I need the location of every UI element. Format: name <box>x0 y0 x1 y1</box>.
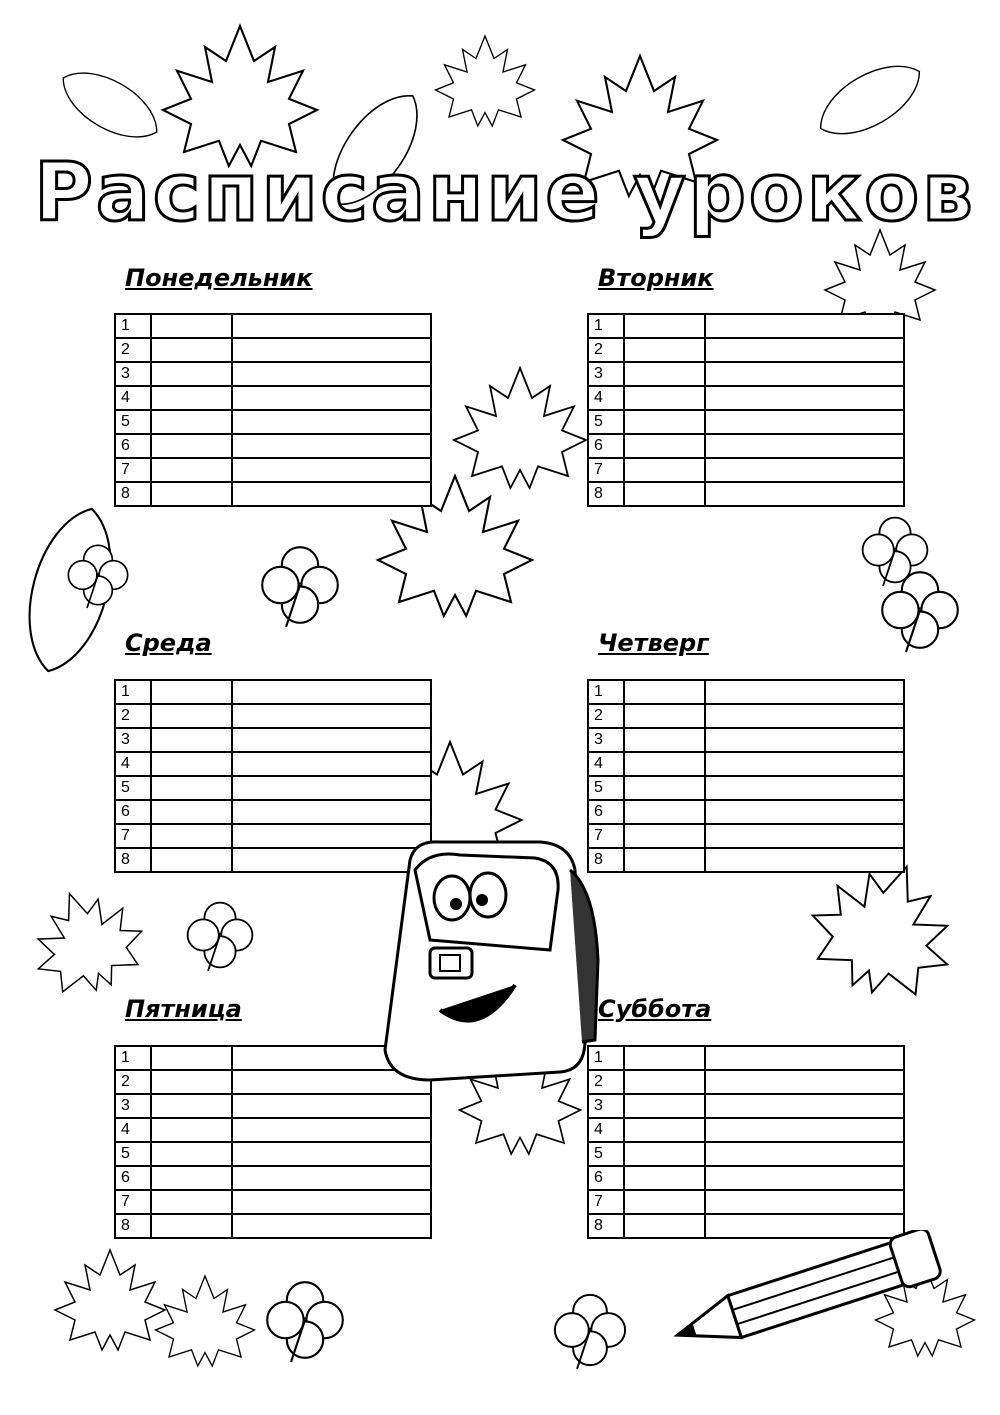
maple-leaf-icon <box>156 1276 255 1366</box>
lesson-number: 4 <box>588 386 624 410</box>
lesson-time-cell <box>624 752 705 776</box>
lesson-number: 7 <box>588 824 624 848</box>
maple-leaf-icon <box>454 368 586 488</box>
lesson-row <box>115 1214 431 1238</box>
lesson-time-cell <box>151 458 232 482</box>
lesson-subject-cell <box>705 482 904 506</box>
lesson-row <box>588 1046 904 1070</box>
lesson-subject-cell <box>705 1190 904 1214</box>
lesson-subject-cell <box>705 362 904 386</box>
lesson-number: 1 <box>588 1046 624 1070</box>
lesson-row <box>588 1190 904 1214</box>
lesson-subject-cell <box>705 1094 904 1118</box>
day-heading-tuesday: Вторник <box>598 264 714 292</box>
lesson-number: 4 <box>115 1118 151 1142</box>
lesson-time-cell <box>151 752 232 776</box>
lesson-subject-cell <box>232 1142 431 1166</box>
lesson-number: 5 <box>588 1142 624 1166</box>
schedule-table-monday <box>114 313 432 507</box>
lesson-number: 5 <box>588 410 624 434</box>
day-heading-saturday: Суббота <box>598 995 712 1023</box>
lesson-number: 1 <box>115 314 151 338</box>
lesson-time-cell <box>624 800 705 824</box>
lesson-time-cell <box>151 776 232 800</box>
lesson-time-cell <box>624 1046 705 1070</box>
lesson-time-cell <box>151 1166 232 1190</box>
lesson-time-cell <box>151 1142 232 1166</box>
lesson-row <box>115 1166 431 1190</box>
lesson-number: 6 <box>115 434 151 458</box>
lesson-subject-cell <box>232 704 431 728</box>
lesson-time-cell <box>624 314 705 338</box>
lesson-row <box>588 680 904 704</box>
lesson-time-cell <box>624 1094 705 1118</box>
day-heading-friday: Пятница <box>125 995 242 1023</box>
schedule-table-saturday <box>587 1045 905 1239</box>
lesson-number: 5 <box>115 776 151 800</box>
lesson-row <box>588 1070 904 1094</box>
lesson-number: 6 <box>588 800 624 824</box>
lesson-row <box>115 314 431 338</box>
lesson-time-cell <box>624 434 705 458</box>
lesson-subject-cell <box>705 1118 904 1142</box>
lesson-number: 2 <box>115 338 151 362</box>
lesson-subject-cell <box>232 314 431 338</box>
lesson-number: 8 <box>115 1214 151 1238</box>
lesson-subject-cell <box>705 1166 904 1190</box>
lesson-time-cell <box>624 704 705 728</box>
lesson-row <box>588 482 904 506</box>
lesson-time-cell <box>624 1070 705 1094</box>
lesson-number: 1 <box>115 1046 151 1070</box>
lesson-row <box>115 362 431 386</box>
lesson-subject-cell <box>232 482 431 506</box>
lesson-subject-cell <box>232 1190 431 1214</box>
maple-leaf-icon <box>163 26 317 166</box>
lesson-subject-cell <box>232 752 431 776</box>
clover-icon <box>882 572 958 652</box>
lesson-time-cell <box>624 338 705 362</box>
lesson-time-cell <box>151 1046 232 1070</box>
lesson-subject-cell <box>232 1214 431 1238</box>
lesson-number: 1 <box>115 680 151 704</box>
lesson-row <box>115 458 431 482</box>
lesson-time-cell <box>624 1166 705 1190</box>
lesson-row <box>115 338 431 362</box>
lesson-row <box>588 752 904 776</box>
lesson-subject-cell <box>705 752 904 776</box>
lesson-subject-cell <box>705 1046 904 1070</box>
lesson-time-cell <box>624 362 705 386</box>
lesson-number: 1 <box>588 680 624 704</box>
lesson-number: 6 <box>588 434 624 458</box>
lesson-subject-cell <box>705 728 904 752</box>
lesson-number: 4 <box>588 1118 624 1142</box>
lesson-subject-cell <box>232 434 431 458</box>
lesson-number: 8 <box>115 848 151 872</box>
lesson-row <box>588 824 904 848</box>
lesson-number: 8 <box>115 482 151 506</box>
lesson-number: 3 <box>115 1094 151 1118</box>
lesson-time-cell <box>151 704 232 728</box>
lesson-time-cell <box>151 1214 232 1238</box>
lesson-subject-cell <box>705 338 904 362</box>
lesson-row <box>588 362 904 386</box>
lesson-number: 7 <box>115 1190 151 1214</box>
lesson-time-cell <box>151 800 232 824</box>
lesson-time-cell <box>624 458 705 482</box>
lesson-row <box>588 1142 904 1166</box>
oval-leaf-icon <box>808 50 932 150</box>
lesson-row <box>588 458 904 482</box>
lesson-time-cell <box>151 338 232 362</box>
schedule-table-tuesday <box>587 313 905 507</box>
lesson-number: 8 <box>588 482 624 506</box>
lesson-row <box>115 386 431 410</box>
lesson-time-cell <box>624 482 705 506</box>
lesson-row <box>588 1166 904 1190</box>
lesson-number: 5 <box>115 1142 151 1166</box>
lesson-time-cell <box>151 1118 232 1142</box>
lesson-time-cell <box>151 824 232 848</box>
lesson-number: 4 <box>115 386 151 410</box>
lesson-subject-cell <box>705 704 904 728</box>
lesson-number: 2 <box>588 1070 624 1094</box>
lesson-subject-cell <box>232 680 431 704</box>
lesson-row <box>588 800 904 824</box>
lesson-time-cell <box>624 776 705 800</box>
lesson-row <box>115 728 431 752</box>
lesson-subject-cell <box>232 410 431 434</box>
day-heading-wednesday: Среда <box>125 629 212 657</box>
lesson-subject-cell <box>232 386 431 410</box>
lesson-subject-cell <box>705 824 904 848</box>
lesson-number: 7 <box>588 1190 624 1214</box>
lesson-time-cell <box>624 1142 705 1166</box>
lesson-row <box>115 482 431 506</box>
lesson-row <box>588 410 904 434</box>
lesson-row <box>588 1094 904 1118</box>
lesson-row <box>588 434 904 458</box>
lesson-time-cell <box>624 728 705 752</box>
lesson-time-cell <box>624 680 705 704</box>
backpack-icon <box>370 780 610 1100</box>
lesson-time-cell <box>151 1070 232 1094</box>
lesson-time-cell <box>151 434 232 458</box>
lesson-row <box>115 434 431 458</box>
clover-icon <box>267 1282 343 1362</box>
lesson-row <box>588 1118 904 1142</box>
clover-icon <box>188 903 253 971</box>
lesson-subject-cell <box>705 800 904 824</box>
lesson-time-cell <box>151 680 232 704</box>
oval-leaf-icon <box>51 58 168 153</box>
lesson-number: 6 <box>588 1166 624 1190</box>
lesson-number: 3 <box>115 362 151 386</box>
lesson-time-cell <box>151 1094 232 1118</box>
lesson-row <box>115 680 431 704</box>
lesson-time-cell <box>624 848 705 872</box>
lesson-number: 3 <box>588 1094 624 1118</box>
lesson-subject-cell <box>232 458 431 482</box>
lesson-subject-cell <box>232 338 431 362</box>
lesson-time-cell <box>151 314 232 338</box>
lesson-subject-cell <box>705 434 904 458</box>
lesson-number: 4 <box>588 752 624 776</box>
lesson-row <box>588 728 904 752</box>
lesson-number: 3 <box>588 728 624 752</box>
lesson-number: 8 <box>588 848 624 872</box>
schedule-table-thursday <box>587 679 905 873</box>
pencil-icon <box>660 1230 960 1350</box>
lesson-time-cell <box>151 362 232 386</box>
lesson-time-cell <box>151 410 232 434</box>
lesson-time-cell <box>624 410 705 434</box>
lesson-subject-cell <box>232 1166 431 1190</box>
lesson-number: 1 <box>588 314 624 338</box>
page-title: Расписание уроков <box>34 146 976 239</box>
lesson-subject-cell <box>705 848 904 872</box>
lesson-subject-cell <box>232 362 431 386</box>
lesson-number: 3 <box>588 362 624 386</box>
clover-icon <box>262 547 338 627</box>
lesson-time-cell <box>624 1118 705 1142</box>
lesson-subject-cell <box>705 776 904 800</box>
maple-leaf-icon <box>18 875 156 1007</box>
lesson-subject-cell <box>705 1070 904 1094</box>
lesson-row <box>588 704 904 728</box>
clover-icon <box>555 1295 625 1369</box>
lesson-row <box>588 386 904 410</box>
lesson-subject-cell <box>705 386 904 410</box>
lesson-number: 7 <box>588 458 624 482</box>
lesson-number: 2 <box>115 1070 151 1094</box>
lesson-time-cell <box>151 482 232 506</box>
lesson-subject-cell <box>705 410 904 434</box>
lesson-time-cell <box>624 386 705 410</box>
day-heading-monday: Понедельник <box>125 264 313 292</box>
lesson-number: 2 <box>588 338 624 362</box>
lesson-number: 6 <box>115 1166 151 1190</box>
lesson-subject-cell <box>232 1118 431 1142</box>
day-heading-thursday: Четверг <box>598 629 709 657</box>
lesson-subject-cell <box>705 458 904 482</box>
lesson-row <box>115 1190 431 1214</box>
lesson-number: 6 <box>115 800 151 824</box>
lesson-number: 3 <box>115 728 151 752</box>
lesson-number: 4 <box>115 752 151 776</box>
lesson-time-cell <box>151 1190 232 1214</box>
lesson-row <box>588 338 904 362</box>
maple-leaf-icon <box>436 36 535 126</box>
lesson-number: 8 <box>588 1214 624 1238</box>
lesson-row <box>115 1142 431 1166</box>
lesson-time-cell <box>624 824 705 848</box>
lesson-row <box>588 314 904 338</box>
lesson-row <box>588 848 904 872</box>
lesson-row <box>115 1118 431 1142</box>
lesson-time-cell <box>624 1190 705 1214</box>
lesson-subject-cell <box>705 1142 904 1166</box>
maple-leaf-icon <box>55 1250 165 1350</box>
lesson-number: 7 <box>115 824 151 848</box>
lesson-number: 5 <box>588 776 624 800</box>
lesson-time-cell <box>151 386 232 410</box>
lesson-row <box>115 410 431 434</box>
lesson-row <box>588 776 904 800</box>
lesson-number: 2 <box>115 704 151 728</box>
lesson-number: 5 <box>115 410 151 434</box>
lesson-time-cell <box>151 848 232 872</box>
lesson-subject-cell <box>232 728 431 752</box>
lesson-number: 2 <box>588 704 624 728</box>
lesson-number: 7 <box>115 458 151 482</box>
lesson-time-cell <box>151 728 232 752</box>
lesson-subject-cell <box>705 680 904 704</box>
lesson-row <box>115 752 431 776</box>
lesson-subject-cell <box>705 314 904 338</box>
lesson-row <box>115 704 431 728</box>
